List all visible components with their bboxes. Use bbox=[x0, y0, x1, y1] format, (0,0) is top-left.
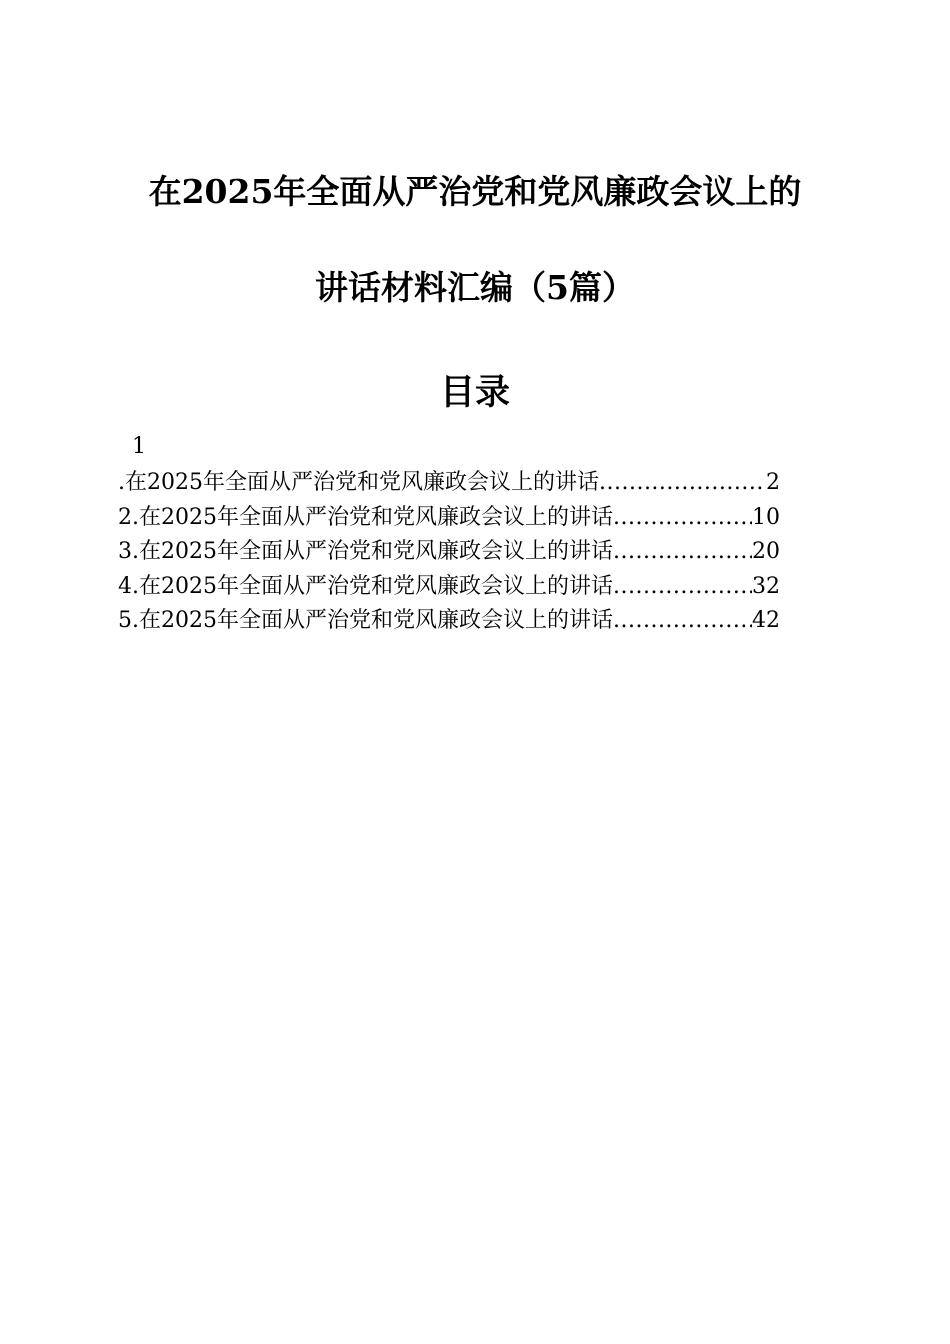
toc-entry-page: 42 bbox=[752, 608, 780, 633]
toc-entry-page: 10 bbox=[752, 504, 780, 530]
toc-entry[interactable] bbox=[118, 606, 780, 641]
toc-entry-page: 20 bbox=[752, 539, 780, 564]
toc-list bbox=[118, 468, 780, 641]
toc-dot-leader bbox=[613, 572, 752, 602]
toc-dot-leader bbox=[613, 606, 752, 636]
toc-entry[interactable] bbox=[118, 503, 780, 538]
toc-dot-leader bbox=[599, 468, 766, 498]
toc-entry-page: 32 bbox=[752, 573, 780, 599]
toc-entry-title: 2.在2025年全面从严治党和党风廉政会议上的讲话 bbox=[118, 504, 613, 530]
toc-entry-title: 4.在2025年全面从严治党和党风廉政会议上的讲话 bbox=[118, 573, 613, 599]
toc-entry-title: 3.在2025年全面从严治党和党风廉政会议上的讲话 bbox=[118, 539, 613, 564]
toc-entry-title: 5.在2025年全面从严治党和党风廉政会议上的讲话 bbox=[118, 608, 613, 633]
toc-lead-number: 1 bbox=[132, 434, 146, 459]
toc-entry[interactable] bbox=[118, 572, 780, 607]
toc-heading: 目录 bbox=[439, 372, 510, 413]
toc-entry-title: .在2025年全面从严治党和党风廉政会议上的讲话 bbox=[118, 470, 599, 495]
toc-dot-leader bbox=[613, 537, 752, 567]
toc-dot-leader bbox=[613, 503, 752, 533]
toc-entry[interactable] bbox=[118, 537, 780, 572]
toc-entry[interactable] bbox=[118, 468, 780, 503]
toc-entry-page: 2 bbox=[766, 470, 780, 495]
document-title-line-2: 讲话材料汇编（5篇） bbox=[315, 268, 635, 307]
document-title-line-1: 在2025年全面从严治党和党风廉政会议上的 bbox=[148, 172, 802, 211]
